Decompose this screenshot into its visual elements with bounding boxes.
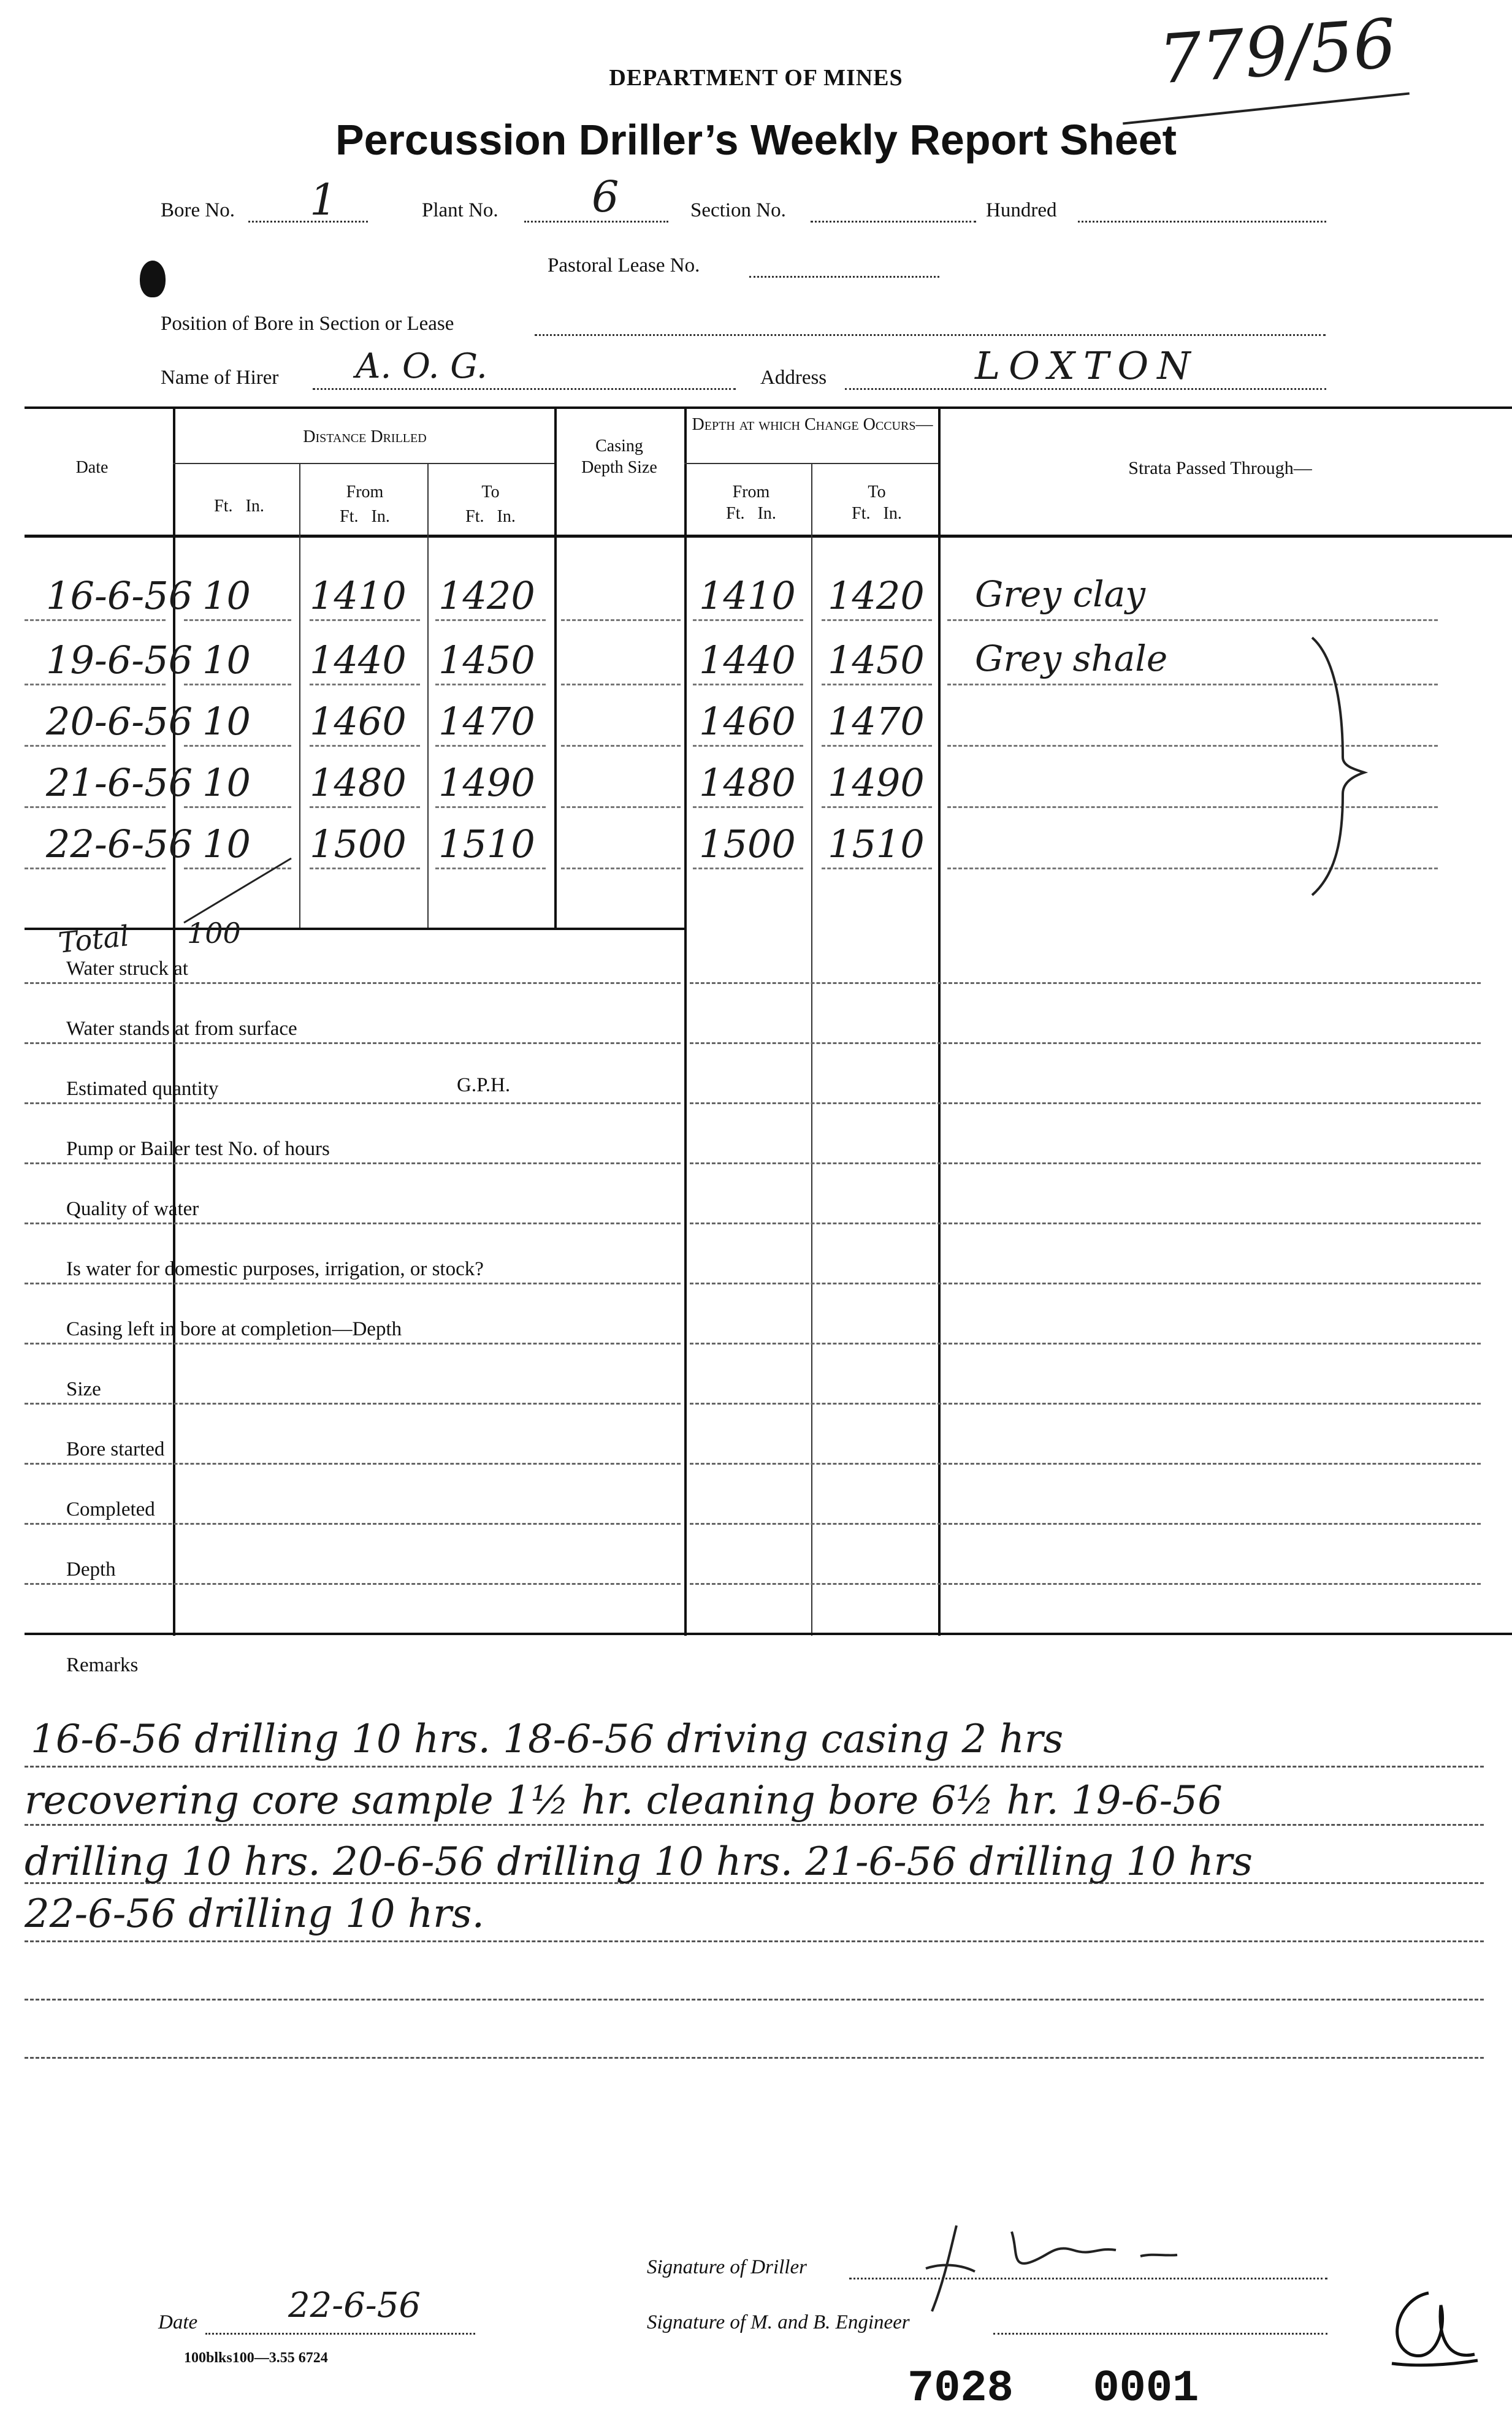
- row-change-from: 1460: [699, 699, 796, 744]
- row-to: 1470: [438, 699, 535, 744]
- driller-signature-mark: [907, 2213, 1226, 2317]
- bore-no-value: 1: [310, 175, 337, 225]
- col-from-units: Ft. In.: [340, 507, 390, 526]
- gph-label: G.P.H.: [457, 1074, 511, 1096]
- col-ft-in-header: Ft. In.: [214, 497, 264, 516]
- row-to: 1490: [438, 760, 535, 805]
- document-number: 7028 0001: [907, 2363, 1199, 2414]
- casing-left-depth-label: Casing left in bore at completion—Depth: [66, 1318, 402, 1340]
- row-ft: 10: [202, 760, 251, 805]
- row-date: 21-6-56: [46, 760, 193, 805]
- signature-driller-label: Signature of Driller: [647, 2256, 807, 2278]
- row-to: 1510: [438, 822, 535, 866]
- water-struck-at-label: Water struck at: [66, 958, 188, 980]
- row-strata: Grey clay: [975, 573, 1145, 615]
- final-depth-label: Depth: [66, 1558, 116, 1581]
- col-strata-header: Strata Passed Through—: [1128, 458, 1312, 478]
- row-ft: 10: [202, 638, 251, 682]
- total-label: Total: [56, 919, 131, 959]
- col-chg-from-header: From Ft. In.: [726, 483, 776, 523]
- row-from: 1440: [310, 638, 407, 682]
- address-label: Address: [760, 367, 827, 389]
- signature-engineer-label: Signature of M. and B. Engineer: [647, 2311, 910, 2333]
- row-ft: 10: [202, 573, 251, 618]
- date-label: Date: [158, 2311, 198, 2333]
- row-from: 1500: [310, 822, 407, 866]
- row-change-to: 1450: [828, 638, 925, 682]
- water-use-label: Is water for domestic purposes, irrigation, or stock?: [66, 1258, 484, 1280]
- row-change-from: 1480: [699, 760, 796, 805]
- remarks-line: drilling 10 hrs. 20-6-56 drilling 10 hrs. 21-6-56 drilling 10 hrs: [25, 1839, 1253, 1885]
- strata-bracket: [1300, 635, 1373, 898]
- hundred-label: Hundred: [986, 199, 1057, 221]
- department-heading: DEPARTMENT OF MINES: [609, 65, 903, 91]
- row-strata: Grey shale: [975, 638, 1168, 679]
- row-ft: 10: [202, 699, 251, 744]
- row-from: 1410: [310, 573, 407, 618]
- row-date: 19-6-56: [46, 638, 193, 682]
- row-change-from: 1500: [699, 822, 796, 866]
- row-from: 1480: [310, 760, 407, 805]
- col-to-header: To: [481, 483, 500, 502]
- completed-date-label: Completed: [66, 1498, 155, 1520]
- page-title: Percussion Driller’s Weekly Report Sheet: [335, 116, 1177, 164]
- col-from-header: From: [346, 483, 384, 502]
- row-to: 1450: [438, 638, 535, 682]
- total-value: 100: [187, 917, 241, 950]
- row-from: 1460: [310, 699, 407, 744]
- address-value: LOXTON: [975, 343, 1199, 388]
- col-depth-change-header: Depth at which Change Occurs—: [692, 415, 933, 434]
- water-stands-at-label: Water stands at from surface: [66, 1018, 297, 1040]
- date-value: 22-6-56: [288, 2286, 421, 2325]
- plant-no-label: Plant No.: [422, 199, 498, 221]
- row-change-from: 1440: [699, 638, 796, 682]
- row-change-to: 1470: [828, 699, 925, 744]
- col-casing-header: Casing Depth Size: [581, 437, 657, 477]
- engineer-initial-mark: [1373, 2281, 1484, 2373]
- row-ft: 10: [202, 822, 251, 866]
- remarks-line: 22-6-56 drilling 10 hrs.: [25, 1891, 484, 1937]
- bore-started-label: Bore started: [66, 1438, 165, 1460]
- estimated-quantity-label: Estimated quantity: [66, 1078, 219, 1100]
- quality-of-water-label: Quality of water: [66, 1198, 199, 1220]
- col-chg-to-header: To Ft. In.: [852, 483, 902, 523]
- col-to-units: Ft. In.: [465, 507, 516, 526]
- row-date: 16-6-56: [46, 573, 193, 618]
- punch-hole-mark: [140, 261, 166, 297]
- col-distance-drilled-header: Distance Drilled: [303, 427, 427, 446]
- row-change-to: 1420: [828, 573, 925, 618]
- print-code: 100blks100—3.55 6724: [184, 2350, 328, 2366]
- row-change-to: 1490: [828, 760, 925, 805]
- casing-size-label: Size: [66, 1378, 101, 1400]
- hirer-label: Name of Hirer: [161, 367, 279, 389]
- col-date-header: Date: [75, 458, 109, 477]
- file-reference: 779/56: [1156, 4, 1399, 99]
- remarks-label: Remarks: [66, 1654, 139, 1676]
- remarks-line: recovering core sample 1½ hr. cleaning bore 6½ hr. 19-6-56: [25, 1778, 1223, 1823]
- section-no-label: Section No.: [690, 199, 786, 221]
- bore-no-label: Bore No.: [161, 199, 235, 221]
- plant-no-value: 6: [592, 172, 619, 222]
- row-change-to: 1510: [828, 822, 925, 866]
- row-change-from: 1410: [699, 573, 796, 618]
- remarks-line: 16-6-56 drilling 10 hrs. 18-6-56 driving casing 2 hrs: [31, 1717, 1064, 1762]
- row-date: 20-6-56: [46, 699, 193, 744]
- hirer-value: A. O. G.: [356, 346, 487, 386]
- pastoral-lease-label: Pastoral Lease No.: [548, 254, 700, 277]
- row-to: 1420: [438, 573, 535, 618]
- row-date: 22-6-56: [46, 822, 193, 866]
- pump-bailer-test-label: Pump or Bailer test No. of hours: [66, 1138, 330, 1160]
- position-label: Position of Bore in Section or Lease: [161, 313, 454, 335]
